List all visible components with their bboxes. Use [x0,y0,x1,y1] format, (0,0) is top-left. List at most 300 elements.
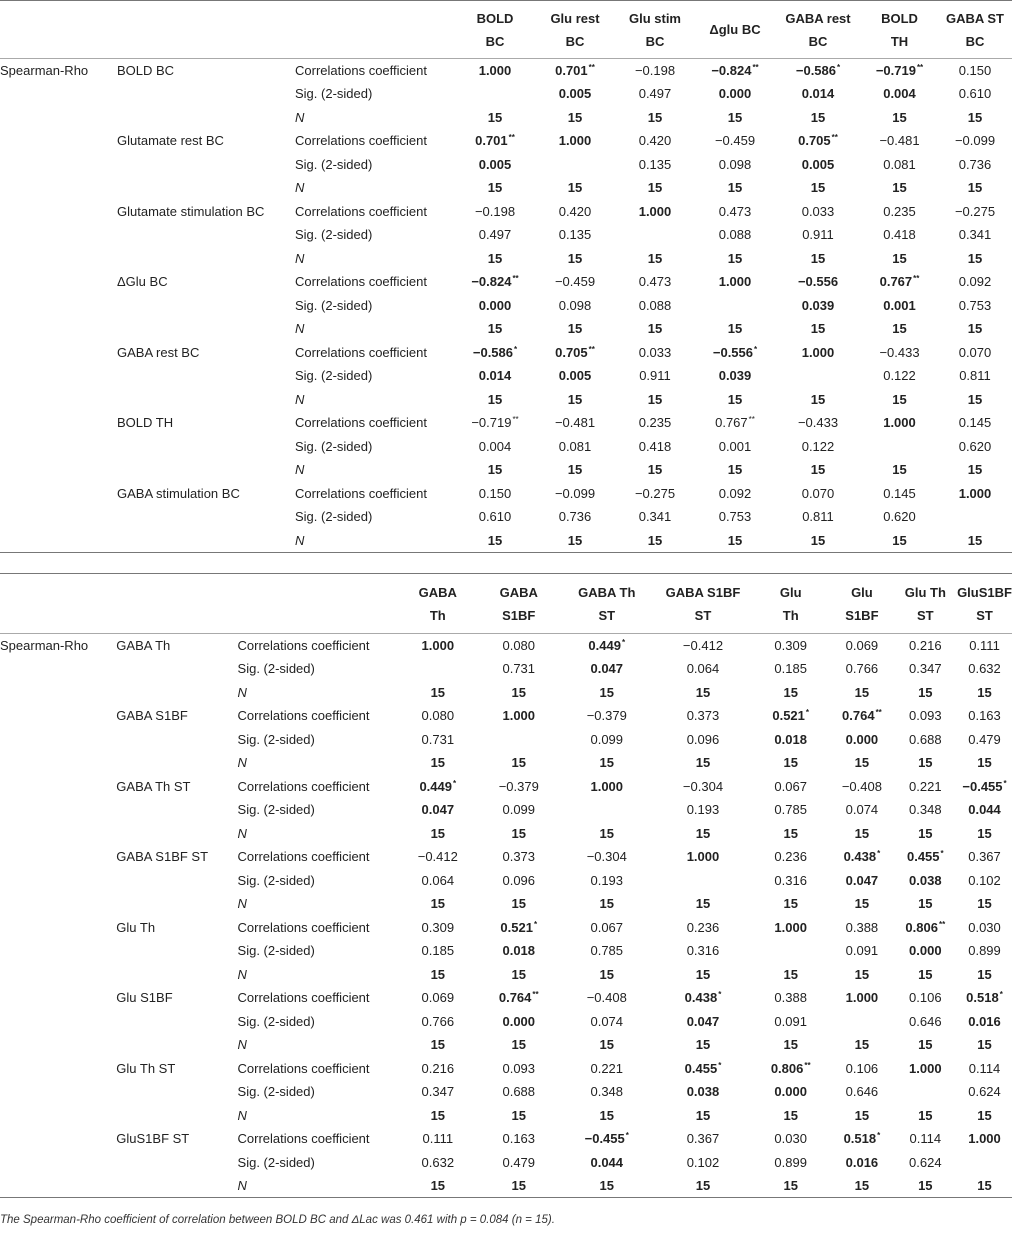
value-cell [655,704,751,728]
value-text: 0.449 [588,638,621,653]
value-cell [775,200,861,224]
value-cell [861,341,938,365]
group-label [0,986,116,1010]
value-cell: 15 [918,684,933,700]
value-cell [957,1010,1012,1034]
value-cell [559,869,655,893]
table-row [0,845,1012,869]
row-variable-label [117,505,295,529]
value-cell [397,845,479,869]
value-text: 0.309 [421,919,455,935]
value-text: 0.033 [801,203,835,219]
value-cell: 15 [810,391,826,407]
table-row [0,916,1012,940]
group-label [0,775,116,799]
value-cell [695,435,775,459]
table-row [0,411,1012,435]
group-label [0,1057,116,1081]
value-text: 0.106 [845,1060,879,1076]
value-text: 0.099 [502,802,536,818]
value-cell: 15 [647,180,663,196]
value-cell [695,364,775,388]
value-cell: 15 [567,250,583,266]
value-cell [894,845,957,869]
value-text: 0.341 [638,509,672,525]
table-bottom-rule [0,552,1012,553]
value-cell: 15 [977,966,992,982]
value-text: 0.521 [500,919,533,935]
significance-marker: * [837,63,841,72]
value-text: −0.099 [954,133,996,149]
table-row [0,1010,1012,1034]
row-variable-label [116,657,237,681]
value-text: 0.114 [909,1131,942,1147]
statistic-label: N [237,896,247,912]
table-row [0,986,1012,1010]
value-text: 0.497 [478,227,512,243]
value-cell [615,505,695,529]
value-cell [535,411,615,435]
value-cell [397,704,479,728]
value-cell [751,634,830,658]
value-text: 1.000 [478,63,512,78]
value-text: 0.145 [883,485,916,501]
value-cell [894,657,957,681]
column-header [615,1,695,59]
value-cell [397,1080,479,1104]
value-cell [535,482,615,506]
column-header [830,574,893,634]
value-text: 1.000 [801,344,835,360]
value-cell [559,798,655,822]
value-cell: 15 [567,391,583,407]
value-text: −0.198 [474,203,516,219]
value-cell: 15 [892,391,907,407]
column-header-line-2: BC [485,33,505,49]
value-text: 0.185 [774,661,807,677]
value-text: 0.316 [774,872,807,888]
value-text: 0.388 [845,919,879,935]
statistic-label: Correlations coefficient [237,1131,370,1147]
value-cell [894,704,957,728]
table-bottom-rule [0,1198,1012,1199]
value-cell [751,728,830,752]
value-text: 0.030 [968,919,1001,935]
value-cell [938,294,1012,318]
value-text: 0.044 [968,802,1001,818]
statistic-label: Correlations coefficient [237,849,370,865]
column-header [938,1,1012,59]
column-header-line-1: BOLD [881,10,918,26]
value-text: 0.080 [421,708,455,724]
value-text: 0.764 [842,708,875,724]
value-cell [957,986,1012,1010]
row-variable-label [117,294,295,318]
statistic-label: N [295,462,305,478]
value-cell [479,916,559,940]
value-cell [695,223,775,247]
value-cell [775,411,861,435]
value-cell [775,435,861,459]
value-text: 0.093 [502,1060,536,1076]
value-cell [830,986,893,1010]
column-header [535,1,615,59]
value-text: −0.304 [682,778,724,794]
value-text: 0.731 [421,731,455,747]
value-cell [559,728,655,752]
statistic-label: Correlations coefficient [295,59,455,83]
value-cell [830,798,893,822]
value-cell [894,1010,957,1034]
value-cell: 15 [487,109,503,125]
value-cell [938,435,1012,459]
value-cell [957,845,1012,869]
value-cell [655,1057,751,1081]
value-text: 0.811 [802,509,834,525]
group-label [0,845,116,869]
table-row [0,505,1012,529]
value-text: 0.624 [909,1154,942,1170]
statistic-label: Sig. (2-sided) [295,156,373,172]
significance-marker: ** [804,1060,811,1070]
group-label [0,341,117,365]
value-text: 0.064 [686,661,720,677]
group-label [0,129,117,153]
value-text: 0.521 [772,708,805,724]
value-cell [695,270,775,294]
value-cell [830,1057,893,1081]
column-header-line-2: ST [694,607,712,623]
value-cell: 15 [430,684,446,700]
table-row [0,482,1012,506]
table-row [0,294,1012,318]
statistic-label: Correlations coefficient [295,485,427,501]
value-text: 0.047 [421,802,455,818]
row-variable-label: GABA Th ST [116,778,191,794]
significance-marker: * [621,638,626,647]
row-variable-label: GABA S1BF ST [116,849,209,865]
value-text: 0.309 [774,638,807,653]
group-label [0,529,117,553]
statistic-label: N [237,1178,247,1193]
value-cell: 15 [430,1178,446,1193]
group-label [0,822,116,846]
value-cell [861,435,938,459]
table-row [0,529,1012,553]
table-row [0,270,1012,294]
row-variable-label: Glu Th [116,919,156,935]
value-text: 0.911 [639,368,671,384]
row-variable-label: Glutamate rest BC [117,133,224,149]
statistic-label: N [237,684,247,700]
value-text: 0.145 [958,415,992,431]
statistic-label: Correlations coefficient [295,133,427,149]
value-cell: 15 [511,825,526,841]
value-cell [559,704,655,728]
value-cell [695,505,775,529]
value-cell [479,1010,559,1034]
value-text: 0.070 [958,344,992,360]
value-text: 0.005 [801,156,835,172]
table-row [0,963,1012,987]
value-cell [861,505,938,529]
value-cell [957,1151,1012,1175]
value-text: 0.098 [558,297,592,313]
row-variable-label [116,822,237,846]
statistic-label: Sig. (2-sided) [237,872,315,888]
value-cell: 15 [695,684,711,700]
value-cell [894,939,957,963]
statistic-label: Sig. (2-sided) [295,368,373,384]
statistic-label: Sig. (2-sided) [237,802,315,818]
value-cell: 15 [599,896,614,912]
value-cell: 15 [511,1178,526,1193]
group-label [0,223,117,247]
value-cell [455,505,535,529]
value-cell [615,200,695,224]
table-row [0,59,1012,83]
value-text: 0.044 [590,1154,624,1170]
value-text: 0.497 [638,86,672,102]
statistic-label: Correlations coefficient [237,778,370,794]
group-label [0,458,117,482]
value-cell [938,411,1012,435]
value-text: 0.074 [590,1013,624,1029]
value-cell [861,411,938,435]
group-label [0,505,117,529]
significance-marker: ** [752,63,759,72]
statistic-label: N [237,966,247,982]
column-header-line-2: S1BF [502,607,536,623]
value-cell: 15 [918,825,933,841]
value-cell [861,153,938,177]
value-cell [695,294,775,318]
value-cell [397,657,479,681]
table-row [0,247,1012,271]
value-cell [894,869,957,893]
value-text: −0.719 [471,415,512,431]
value-cell [455,59,535,83]
value-cell: 15 [511,1037,526,1053]
value-text: −0.433 [797,415,839,431]
value-cell [830,939,893,963]
value-text: −0.275 [634,485,676,501]
value-text: −0.275 [954,203,996,219]
value-cell [655,939,751,963]
value-cell: 15 [977,684,992,700]
value-text: 0.039 [801,297,835,313]
value-cell: 15 [977,896,992,912]
value-cell [655,657,751,681]
value-text: 0.000 [845,731,879,747]
value-text: −0.455 [584,1131,625,1147]
value-cell [655,1080,751,1104]
row-variable-label: Glu S1BF [116,990,173,1006]
value-cell [479,869,559,893]
group-label [0,963,116,987]
value-text: 0.235 [883,203,916,219]
value-text: 0.000 [909,943,942,959]
value-text: 0.701 [475,133,508,149]
value-cell [751,986,830,1010]
value-cell: 15 [647,109,663,125]
group-label [0,270,117,294]
value-cell [479,657,559,681]
value-cell [397,986,479,1010]
value-cell [957,1127,1012,1151]
value-text: −0.379 [498,778,539,794]
value-cell [894,1151,957,1175]
value-text: 0.688 [502,1084,536,1100]
value-text: 0.069 [845,638,879,653]
value-cell [655,869,751,893]
value-cell [655,798,751,822]
value-text: 1.000 [686,849,720,865]
value-cell [559,634,655,658]
value-cell: 15 [430,1107,446,1123]
column-header-line-2: BC [645,33,665,49]
significance-marker: * [514,344,518,354]
significance-marker: * [805,708,810,718]
value-cell: 15 [977,1107,992,1123]
value-text: −0.719 [875,63,916,78]
value-text: 0.785 [590,943,624,959]
value-cell [775,59,861,83]
value-cell: 15 [783,825,798,841]
value-cell [397,1127,479,1151]
value-cell [479,1080,559,1104]
column-header [559,574,655,634]
table-row [0,1033,1012,1057]
value-cell [830,728,893,752]
table-row [0,775,1012,799]
value-text: 0.005 [478,156,512,172]
value-text: −0.408 [841,778,882,794]
value-cell [894,798,957,822]
statistic-label: N [295,250,305,266]
value-text: 1.000 [958,485,992,501]
value-cell: 15 [918,1107,933,1123]
value-cell [455,129,535,153]
value-text: 0.092 [718,485,752,501]
value-cell [397,869,479,893]
group-label [0,200,117,224]
value-cell [695,341,775,365]
value-cell [830,704,893,728]
value-cell: 15 [783,1037,798,1053]
value-text: −0.481 [879,133,920,149]
value-cell [397,798,479,822]
value-cell: 15 [511,755,526,771]
value-cell [775,223,861,247]
value-text: 0.620 [883,509,916,525]
value-cell [957,939,1012,963]
value-cell [957,657,1012,681]
value-text: 0.093 [909,708,942,724]
value-cell [559,845,655,869]
column-header-line-2: ST [976,607,993,623]
value-text: 0.216 [421,1060,455,1076]
value-text: 0.163 [968,708,1001,724]
value-cell [615,482,695,506]
group-label [0,704,116,728]
column-header [397,574,479,634]
value-cell: 15 [647,250,663,266]
value-cell [938,482,1012,506]
value-cell [695,59,775,83]
value-text: 0.753 [958,297,992,313]
group-label [0,364,117,388]
group-label [0,916,116,940]
row-variable-label: ΔGlu BC [117,274,168,290]
value-text: 0.473 [638,274,672,290]
value-cell [615,341,695,365]
value-text: 0.000 [502,1013,536,1029]
table-row [0,341,1012,365]
column-header [775,1,861,59]
statistic-label: N [295,532,305,548]
value-cell [751,869,830,893]
value-text: 0.764 [498,990,532,1006]
value-cell [830,1151,893,1175]
column-header-line-1: Glu [779,584,802,600]
value-text: −0.198 [634,63,676,78]
table-row [0,798,1012,822]
value-cell [830,657,893,681]
value-cell: 15 [977,825,992,841]
value-cell [861,129,938,153]
value-text: 0.455 [906,849,940,865]
value-text: 0.610 [478,509,512,525]
value-cell: 15 [892,462,907,478]
value-cell: 15 [430,896,446,912]
value-cell [775,129,861,153]
value-text: 0.096 [502,872,536,888]
significance-marker: ** [512,274,519,284]
row-variable-label [117,364,295,388]
table-footnote: The Spearman-Rho coefficient of correlation between BOLD BC and ΔLac was 0.461 with p = 0.084 (n = 15). [0,1214,555,1226]
value-cell [830,916,893,940]
group-label [0,482,117,506]
value-text: 0.418 [883,227,916,243]
value-cell [894,1127,957,1151]
value-cell: 15 [918,1037,933,1053]
value-cell: 15 [511,966,526,982]
value-cell [535,153,615,177]
statistic-label: Correlations coefficient [295,415,427,431]
value-text: 0.347 [421,1084,455,1100]
value-text: 0.135 [558,227,592,243]
statistic-label: Sig. (2-sided) [237,731,315,747]
value-cell [861,294,938,318]
significance-marker: * [625,1131,629,1141]
significance-marker: ** [875,708,882,718]
value-text: 0.088 [638,297,672,313]
value-cell: 15 [918,966,933,982]
group-label [0,751,116,775]
table-row [0,892,1012,916]
column-header-line-2: S1BF [845,607,879,623]
value-text: 0.731 [502,661,536,677]
value-cell [559,1080,655,1104]
value-cell [775,270,861,294]
value-text: 0.767 [715,415,748,431]
value-text: 0.221 [909,778,942,794]
value-text: 0.102 [968,872,1001,888]
column-header-line-1: BOLD [476,10,514,26]
value-text: 0.000 [478,297,512,313]
value-text: 0.193 [590,872,624,888]
